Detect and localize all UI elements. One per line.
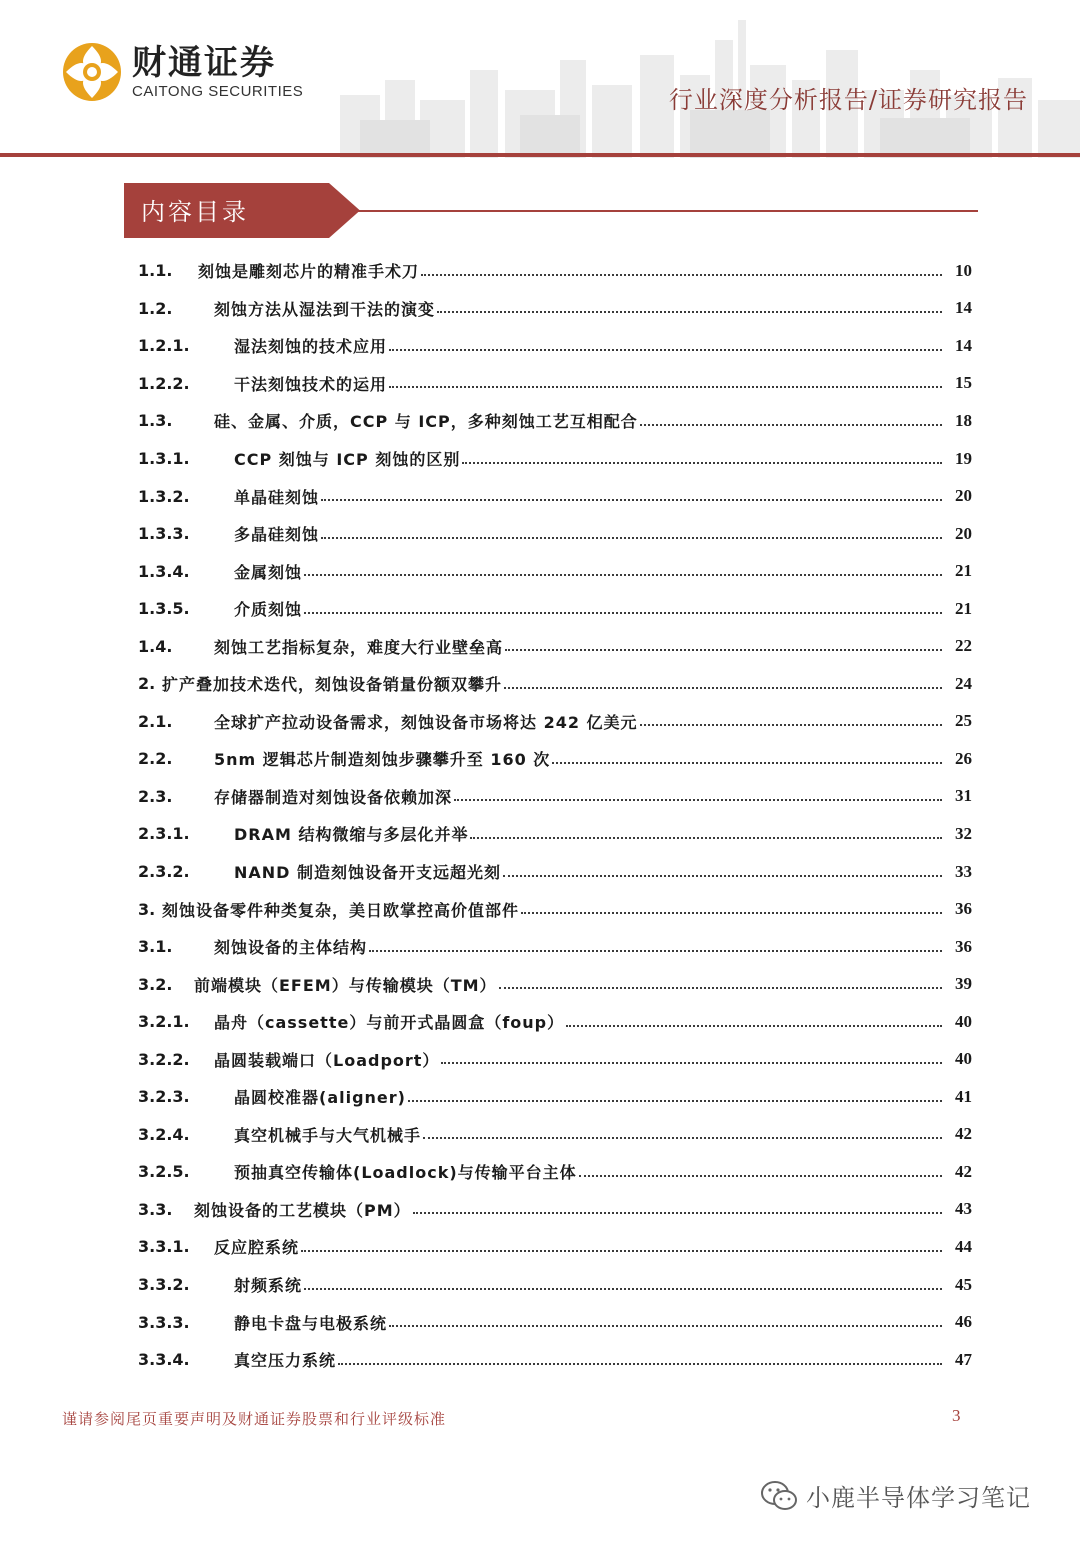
toc-entry-number: 3.3. — [138, 1199, 173, 1219]
toc-entry-number: 1.2. — [138, 298, 173, 318]
toc-entry-number: 3.3.2. — [138, 1275, 190, 1295]
toc-entry[interactable] — [138, 1341, 972, 1379]
toc-entry-number: 1.3.4. — [138, 561, 190, 581]
toc-entry-page: 14 — [955, 298, 972, 318]
toc-dot-leader — [389, 349, 942, 351]
toc-entry[interactable] — [138, 1003, 972, 1041]
toc-entry-number: 3.3.4. — [138, 1350, 190, 1370]
toc-entry-number: 3.2.4. — [138, 1124, 190, 1144]
toc-entry[interactable] — [138, 440, 972, 478]
toc-entry-title: 晶舟（cassette）与前开式晶圆盒（foup） — [214, 1013, 565, 1033]
toc-entry-title: 存储器制造对刻蚀设备依赖加深 — [214, 787, 453, 807]
toc-entry[interactable] — [138, 853, 972, 891]
toc-entry-title: 金属刻蚀 — [234, 562, 303, 582]
toc-dot-leader — [389, 1325, 942, 1327]
toc-entry-title: 静电卡盘与电极系统 — [234, 1313, 388, 1333]
toc-entry-page: 41 — [955, 1086, 972, 1106]
toc-entry[interactable] — [138, 965, 972, 1003]
toc-entry[interactable] — [138, 365, 972, 403]
toc-entry-number: 2.3. — [138, 786, 173, 806]
toc-entry-title: 刻蚀设备的工艺模块（PM） — [194, 1200, 411, 1220]
toc-entry-title: 多晶硅刻蚀 — [234, 525, 320, 545]
toc-dot-leader — [566, 1025, 942, 1027]
toc-entry-title: 扩产叠加技术迭代，刻蚀设备销量份额双攀升 — [162, 675, 503, 695]
toc-entry-page: 39 — [955, 974, 972, 994]
toc-entry-number: 2.1. — [138, 711, 173, 731]
toc-dot-leader — [413, 1212, 942, 1214]
toc-entry[interactable] — [138, 1078, 972, 1116]
toc-entry-number: 1.3. — [138, 411, 173, 431]
toc-dot-leader — [304, 1288, 942, 1290]
toc-entry[interactable] — [138, 627, 972, 665]
toc-entry-number: 3. — [138, 899, 156, 919]
toc-entry-title: 反应腔系统 — [214, 1238, 300, 1258]
toc-dot-leader — [423, 1137, 942, 1139]
toc-dot-leader — [441, 1062, 942, 1064]
toc-entry-title: 刻蚀工艺指标复杂，难度大行业壁垒高 — [214, 637, 504, 657]
toc-entry-page: 20 — [955, 486, 972, 506]
toc-dot-leader — [301, 1250, 942, 1252]
toc-entry-page: 44 — [955, 1236, 972, 1256]
toc-entry-number: 2.3.2. — [138, 862, 190, 882]
toc-entry-title: 前端模块（EFEM）与传输模块（TM） — [194, 975, 497, 995]
toc-entry-number: 3.2.3. — [138, 1087, 190, 1107]
toc-entry[interactable] — [138, 815, 972, 853]
toc-entry[interactable] — [138, 890, 972, 928]
toc-entry-number: 2. — [138, 674, 156, 694]
toc-dot-leader — [504, 687, 942, 689]
toc-entry-number: 1.3.3. — [138, 524, 190, 544]
toc-entry-page: 18 — [955, 410, 972, 430]
toc-entry-page: 26 — [955, 748, 972, 768]
toc-entry-page: 31 — [955, 786, 972, 806]
toc-entry-number: 2.2. — [138, 749, 173, 769]
toc-entry-page: 14 — [955, 335, 972, 355]
toc-dot-leader — [369, 950, 942, 952]
toc-dot-leader — [338, 1363, 942, 1365]
toc-dot-leader — [408, 1100, 942, 1102]
toc-dot-leader — [421, 274, 942, 276]
toc-dot-leader — [640, 424, 942, 426]
toc-entry[interactable] — [138, 1228, 972, 1266]
toc-dot-leader — [304, 612, 942, 614]
toc-entry-page: 21 — [955, 561, 972, 581]
toc-entry-title: 刻蚀是雕刻芯片的精准手术刀 — [198, 262, 420, 282]
toc-entry-page: 36 — [955, 936, 972, 956]
section-title: 内容目录 — [141, 198, 249, 226]
toc-dot-leader — [304, 574, 942, 576]
toc-entry-title: 介质刻蚀 — [234, 600, 303, 620]
header-divider — [0, 153, 1080, 157]
toc-entry-title: 干法刻蚀技术的运用 — [234, 374, 388, 394]
toc-entry-title: 硅、金属、介质，CCP 与 ICP，多种刻蚀工艺互相配合 — [214, 412, 638, 432]
toc-entry[interactable] — [138, 515, 972, 553]
toc-entry-page: 22 — [955, 636, 972, 656]
toc-entry-page: 10 — [955, 260, 972, 280]
toc-entry-title: 射频系统 — [234, 1276, 303, 1296]
toc-entry[interactable] — [138, 740, 972, 778]
toc-dot-leader — [389, 386, 942, 388]
toc-entry-page: 32 — [955, 823, 972, 843]
toc-dot-leader — [437, 311, 942, 313]
toc-entry[interactable] — [138, 1040, 972, 1078]
toc-entry-title: 全球扩产拉动设备需求，刻蚀设备市场将达 242 亿美元 — [214, 712, 638, 732]
watermark-text: 小鹿半导体学习笔记 — [806, 1484, 1031, 1512]
toc-entry-page: 42 — [955, 1124, 972, 1144]
toc-entry[interactable] — [138, 1153, 972, 1191]
toc-entry-number: 1.3.5. — [138, 599, 190, 619]
toc-entry[interactable] — [138, 1266, 972, 1304]
toc-entry-title: 真空机械手与大气机械手 — [234, 1125, 422, 1145]
toc-entry-page: 42 — [955, 1161, 972, 1181]
toc-entry-page: 24 — [955, 673, 972, 693]
toc-entry-title: DRAM 结构微缩与多层化并举 — [234, 825, 469, 845]
toc-dot-leader — [640, 724, 942, 726]
company-logo — [60, 40, 303, 104]
toc-entry-title: 真空压力系统 — [234, 1351, 337, 1371]
page-header — [0, 0, 1080, 160]
toc-entry-title: 刻蚀方法从湿法到干法的演变 — [214, 299, 436, 319]
toc-entry-page: 25 — [955, 711, 972, 731]
toc-entry-number: 1.3.1. — [138, 449, 190, 468]
toc-entry-page: 20 — [955, 523, 972, 543]
footer-disclaimer: 谨请参阅尾页重要声明及财通证券股票和行业评级标准 — [62, 1410, 447, 1428]
toc-entry-number: 2.3.1. — [138, 824, 190, 844]
toc-dot-leader — [462, 462, 942, 464]
toc-entry-number: 3.1. — [138, 937, 173, 957]
toc-entry[interactable] — [138, 402, 972, 440]
toc-entry-title: 晶圆装载端口（Loadport） — [214, 1050, 440, 1070]
toc-entry-page: 19 — [955, 448, 972, 468]
toc-entry-number: 3.2.5. — [138, 1162, 190, 1182]
toc-entry-page: 15 — [955, 373, 972, 393]
toc-entry-page: 47 — [955, 1349, 972, 1369]
toc-dot-leader — [579, 1175, 942, 1177]
toc-entry[interactable] — [138, 928, 972, 966]
toc-entry-number: 3.3.3. — [138, 1312, 190, 1332]
toc-entry[interactable] — [138, 1303, 972, 1341]
toc-entry-number: 1.3.2. — [138, 486, 190, 506]
toc-entry-number: 3.2.2. — [138, 1049, 190, 1069]
logo-chinese-name: 财通证券 — [132, 43, 276, 83]
toc-entry[interactable] — [138, 290, 972, 328]
toc-entry[interactable] — [138, 1191, 972, 1229]
toc-entry-number: 3.2. — [138, 974, 173, 994]
toc-dot-leader — [321, 499, 942, 501]
report-type-label: 行业深度分析报告/证券研究报告 — [668, 86, 1028, 114]
toc-entry-title: 刻蚀设备零件种类复杂，美日欧掌控高价值部件 — [162, 900, 520, 920]
toc-dot-leader — [499, 987, 942, 989]
toc-entry-title: 单晶硅刻蚀 — [234, 487, 320, 507]
toc-entry-number: 3.3.1. — [138, 1237, 190, 1257]
toc-entry[interactable] — [138, 252, 972, 290]
toc-entry-number: 1.4. — [138, 636, 173, 656]
section-title-rule — [356, 210, 978, 212]
toc-entry-number: 1.1. — [138, 261, 173, 281]
toc-entry[interactable] — [138, 590, 972, 628]
toc-entry[interactable] — [138, 477, 972, 515]
toc-entry-title: CCP 刻蚀与 ICP 刻蚀的区别 — [234, 450, 461, 469]
toc-entry-title: 预抽真空传输体(Loadlock)与传输平台主体 — [234, 1163, 577, 1183]
toc-entry-page: 33 — [955, 861, 972, 881]
toc-dot-leader — [505, 649, 942, 651]
toc-entry-page: 40 — [955, 1049, 972, 1069]
toc-entry-page: 45 — [955, 1274, 972, 1294]
toc-entry[interactable] — [138, 1116, 972, 1154]
wechat-icon — [760, 1479, 798, 1513]
toc-entry[interactable] — [138, 778, 972, 816]
toc-dot-leader — [521, 912, 942, 914]
toc-entry-number: 1.2.1. — [138, 336, 190, 356]
toc-entry-title: 晶圆校准器(aligner) — [234, 1088, 406, 1108]
toc-dot-leader — [470, 837, 942, 839]
watermark — [760, 1478, 1031, 1513]
toc-entry[interactable] — [138, 665, 972, 703]
logo-english-name: CAITONG SECURITIES — [132, 83, 304, 100]
caitong-logo-icon — [60, 40, 124, 104]
toc-entry-page: 21 — [955, 598, 972, 618]
toc-entry-title: 5nm 逻辑芯片制造刻蚀步骤攀升至 160 次 — [214, 750, 551, 770]
toc-entry-page: 43 — [955, 1199, 972, 1219]
toc-entry-number: 1.2.2. — [138, 373, 190, 393]
toc-entry[interactable] — [138, 703, 972, 741]
toc-entry-number: 3.2.1. — [138, 1012, 190, 1032]
toc-entry-title: NAND 制造刻蚀设备开支远超光刻 — [234, 863, 502, 883]
toc-entry-page: 36 — [955, 899, 972, 919]
toc-dot-leader — [503, 875, 942, 877]
page-number: 3 — [952, 1406, 961, 1425]
toc-entry-title: 刻蚀设备的主体结构 — [214, 938, 368, 958]
table-of-contents — [138, 252, 972, 1378]
toc-entry[interactable] — [138, 552, 972, 590]
toc-entry-title: 湿法刻蚀的技术应用 — [234, 337, 388, 357]
toc-entry[interactable] — [138, 327, 972, 365]
toc-dot-leader — [321, 537, 942, 539]
toc-dot-leader — [552, 762, 942, 764]
toc-entry-page: 46 — [955, 1312, 972, 1332]
toc-entry-page: 40 — [955, 1011, 972, 1031]
toc-dot-leader — [454, 799, 942, 801]
